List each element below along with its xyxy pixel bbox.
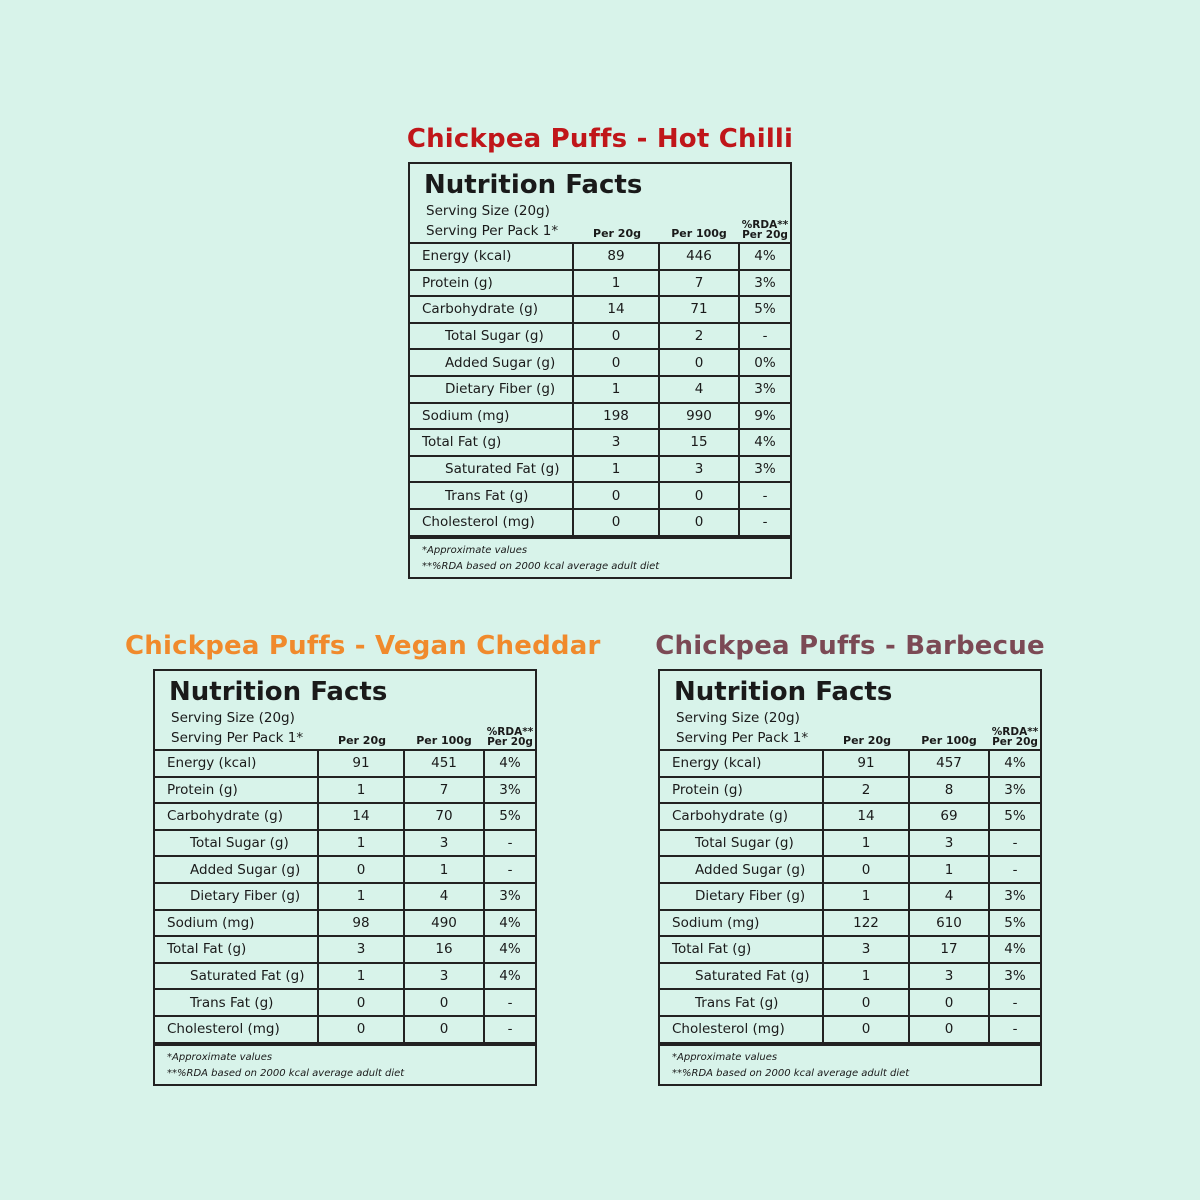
value-per-100g: 451 [404, 751, 484, 777]
nutrient-row [155, 1016, 535, 1043]
rda-header-line2: Per 20g [742, 229, 788, 241]
value-per-20g: 1 [318, 963, 404, 990]
value-rda: 5% [989, 910, 1040, 937]
nutrient-row [660, 910, 1040, 937]
nutrient-table [660, 751, 1040, 1044]
value-per-100g: 1 [404, 856, 484, 883]
value-per-100g: 3 [404, 830, 484, 857]
value-per-20g: 1 [318, 777, 404, 804]
serving-size: Serving Size (20g) [426, 203, 550, 219]
nutrient-name: Added Sugar (g) [660, 856, 823, 883]
nutrient-name: Total Fat (g) [660, 936, 823, 963]
serving-size: Serving Size (20g) [676, 710, 800, 726]
value-rda: 3% [739, 270, 790, 297]
nutrient-row [660, 936, 1040, 963]
product-title: Chickpea Puffs - Hot Chilli [406, 124, 794, 154]
nutrient-row [410, 296, 790, 323]
column-header-rda [988, 727, 1042, 747]
value-per-20g: 3 [823, 936, 909, 963]
value-per-100g: 1 [909, 856, 989, 883]
value-rda: 5% [989, 803, 1040, 830]
nutrient-name: Energy (kcal) [155, 751, 318, 777]
nutrient-row [660, 883, 1040, 910]
column-header-per-20g: Per 20g [593, 227, 641, 240]
nutrient-row [660, 803, 1040, 830]
footnotes [660, 1044, 1040, 1084]
nutrition-facts-label [153, 669, 537, 1086]
nutrient-name: Cholesterol (mg) [410, 509, 573, 536]
nutrient-name: Cholesterol (mg) [155, 1016, 318, 1043]
value-rda: - [989, 830, 1040, 857]
rda-header-line2: Per 20g [487, 736, 533, 748]
value-rda: 3% [484, 883, 535, 910]
footnotes [155, 1044, 535, 1084]
nutrient-name: Protein (g) [155, 777, 318, 804]
value-per-100g: 17 [909, 936, 989, 963]
nutrient-row [155, 803, 535, 830]
nutrient-name: Dietary Fiber (g) [155, 883, 318, 910]
nutrition-facts-heading: Nutrition Facts [169, 677, 388, 707]
value-rda: 3% [739, 456, 790, 483]
value-rda: 5% [484, 803, 535, 830]
value-per-100g: 70 [404, 803, 484, 830]
nutrient-name: Sodium (mg) [660, 910, 823, 937]
nutrient-row [660, 777, 1040, 804]
value-per-20g: 0 [573, 509, 659, 536]
product-barbecue [630, 631, 1070, 1086]
value-rda: 9% [739, 403, 790, 430]
value-per-20g: 0 [823, 1016, 909, 1043]
value-per-20g: 1 [823, 883, 909, 910]
value-per-20g: 98 [318, 910, 404, 937]
value-per-20g: 0 [573, 323, 659, 350]
value-rda: - [739, 509, 790, 536]
value-rda: - [484, 1016, 535, 1043]
value-rda: 3% [989, 777, 1040, 804]
rda-header-line1: %RDA** [741, 219, 789, 231]
nutrition-facts-label [408, 162, 792, 579]
value-rda: 5% [739, 296, 790, 323]
value-per-100g: 490 [404, 910, 484, 937]
label-header [155, 671, 535, 751]
value-rda: 3% [989, 883, 1040, 910]
value-per-20g: 91 [823, 751, 909, 777]
nutrient-name: Sodium (mg) [410, 403, 573, 430]
nutrient-row [410, 349, 790, 376]
value-per-100g: 71 [659, 296, 739, 323]
value-rda: 4% [989, 936, 1040, 963]
value-per-100g: 7 [659, 270, 739, 297]
column-header-per-100g: Per 100g [416, 734, 472, 747]
rda-header-line1: %RDA** [991, 726, 1039, 738]
value-rda: - [989, 856, 1040, 883]
nutrient-table [410, 244, 790, 537]
value-rda: - [989, 1016, 1040, 1043]
value-rda: 4% [484, 751, 535, 777]
product-hot-chilli [380, 124, 820, 579]
nutrient-row [410, 403, 790, 430]
column-header-rda [738, 220, 792, 240]
product-title: Chickpea Puffs - Vegan Cheddar [125, 631, 601, 661]
product-title: Chickpea Puffs - Barbecue [655, 631, 1045, 661]
nutrition-facts-heading: Nutrition Facts [674, 677, 893, 707]
value-per-20g: 0 [318, 1016, 404, 1043]
value-per-20g: 0 [318, 989, 404, 1016]
footnote-rda: **%RDA based on 2000 kcal average adult diet [672, 1067, 910, 1079]
value-rda: 4% [484, 963, 535, 990]
value-per-100g: 610 [909, 910, 989, 937]
nutrient-row [155, 751, 535, 777]
nutrient-name: Cholesterol (mg) [660, 1016, 823, 1043]
value-per-100g: 990 [659, 403, 739, 430]
value-per-20g: 122 [823, 910, 909, 937]
footnote-rda: **%RDA based on 2000 kcal average adult diet [167, 1067, 405, 1079]
value-per-20g: 1 [318, 883, 404, 910]
value-rda: 3% [989, 963, 1040, 990]
serving-size: Serving Size (20g) [171, 710, 295, 726]
value-per-20g: 3 [573, 429, 659, 456]
value-per-100g: 8 [909, 777, 989, 804]
value-per-100g: 0 [404, 1016, 484, 1043]
nutrient-row [660, 989, 1040, 1016]
nutrient-row [660, 751, 1040, 777]
nutrient-row [410, 456, 790, 483]
label-header [410, 164, 790, 244]
value-per-20g: 1 [823, 963, 909, 990]
nutrient-name: Dietary Fiber (g) [660, 883, 823, 910]
value-rda: - [989, 989, 1040, 1016]
product-vegan-cheddar [125, 631, 601, 1086]
value-per-20g: 198 [573, 403, 659, 430]
nutrient-name: Trans Fat (g) [155, 989, 318, 1016]
nutrient-row [410, 509, 790, 536]
nutrient-row [155, 777, 535, 804]
value-rda: - [484, 989, 535, 1016]
nutrient-name: Saturated Fat (g) [155, 963, 318, 990]
footnote-approximate: *Approximate values [422, 544, 528, 556]
column-header-per-20g: Per 20g [843, 734, 891, 747]
footnote-rda: **%RDA based on 2000 kcal average adult diet [422, 560, 660, 572]
footnote-approximate: *Approximate values [167, 1051, 273, 1063]
value-per-100g: 446 [659, 244, 739, 270]
value-rda: 4% [484, 936, 535, 963]
value-per-100g: 457 [909, 751, 989, 777]
rda-header-line1: %RDA** [486, 726, 534, 738]
nutrient-row [410, 376, 790, 403]
nutrient-name: Saturated Fat (g) [660, 963, 823, 990]
value-per-20g: 1 [573, 456, 659, 483]
nutrient-row [410, 244, 790, 270]
value-rda: - [484, 856, 535, 883]
value-per-20g: 1 [573, 376, 659, 403]
nutrient-name: Trans Fat (g) [410, 482, 573, 509]
nutrient-name: Total Sugar (g) [155, 830, 318, 857]
value-per-20g: 0 [318, 856, 404, 883]
nutrient-row [155, 883, 535, 910]
value-rda: - [739, 323, 790, 350]
value-rda: 4% [739, 244, 790, 270]
value-per-20g: 1 [823, 830, 909, 857]
value-rda: - [484, 830, 535, 857]
value-per-100g: 0 [659, 349, 739, 376]
value-per-100g: 7 [404, 777, 484, 804]
value-per-100g: 0 [659, 509, 739, 536]
column-header-per-100g: Per 100g [671, 227, 727, 240]
value-per-100g: 4 [909, 883, 989, 910]
value-per-20g: 0 [823, 856, 909, 883]
value-per-20g: 1 [318, 830, 404, 857]
value-per-100g: 3 [909, 830, 989, 857]
value-per-100g: 4 [404, 883, 484, 910]
nutrient-row [155, 910, 535, 937]
value-rda: 3% [739, 376, 790, 403]
column-header-rda [483, 727, 537, 747]
nutrient-name: Added Sugar (g) [410, 349, 573, 376]
footnotes [410, 537, 790, 577]
nutrient-row [155, 856, 535, 883]
nutrient-name: Carbohydrate (g) [155, 803, 318, 830]
value-per-20g: 91 [318, 751, 404, 777]
nutrient-name: Total Sugar (g) [410, 323, 573, 350]
value-rda: 4% [739, 429, 790, 456]
nutrient-name: Added Sugar (g) [155, 856, 318, 883]
serving-per-pack: Serving Per Pack 1* [426, 223, 559, 239]
nutrition-facts-heading: Nutrition Facts [424, 170, 643, 200]
nutrient-row [155, 963, 535, 990]
value-rda: 4% [989, 751, 1040, 777]
nutrient-name: Carbohydrate (g) [660, 803, 823, 830]
nutrient-row [660, 963, 1040, 990]
value-per-100g: 4 [659, 376, 739, 403]
value-rda: 0% [739, 349, 790, 376]
nutrient-row [660, 1016, 1040, 1043]
value-per-100g: 0 [659, 482, 739, 509]
serving-per-pack: Serving Per Pack 1* [676, 730, 809, 746]
nutrient-row [410, 429, 790, 456]
value-per-100g: 69 [909, 803, 989, 830]
nutrient-name: Carbohydrate (g) [410, 296, 573, 323]
column-header-per-20g: Per 20g [338, 734, 386, 747]
nutrient-name: Total Fat (g) [155, 936, 318, 963]
value-rda: 3% [484, 777, 535, 804]
nutrient-row [410, 323, 790, 350]
nutrient-row [155, 936, 535, 963]
value-per-100g: 15 [659, 429, 739, 456]
value-rda: - [739, 482, 790, 509]
nutrient-name: Energy (kcal) [410, 244, 573, 270]
nutrient-row [660, 830, 1040, 857]
value-per-100g: 16 [404, 936, 484, 963]
nutrient-name: Sodium (mg) [155, 910, 318, 937]
nutrient-name: Protein (g) [660, 777, 823, 804]
nutrient-name: Dietary Fiber (g) [410, 376, 573, 403]
nutrient-table [155, 751, 535, 1044]
value-per-100g: 3 [404, 963, 484, 990]
value-per-20g: 14 [573, 296, 659, 323]
value-per-20g: 89 [573, 244, 659, 270]
nutrient-name: Saturated Fat (g) [410, 456, 573, 483]
value-per-100g: 2 [659, 323, 739, 350]
value-per-20g: 1 [573, 270, 659, 297]
value-per-20g: 3 [318, 936, 404, 963]
nutrition-facts-label [658, 669, 1042, 1086]
nutrient-name: Trans Fat (g) [660, 989, 823, 1016]
value-per-100g: 0 [909, 1016, 989, 1043]
nutrient-row [660, 856, 1040, 883]
nutrient-row [410, 270, 790, 297]
nutrient-row [410, 482, 790, 509]
value-rda: 4% [484, 910, 535, 937]
value-per-20g: 0 [573, 349, 659, 376]
value-per-20g: 14 [823, 803, 909, 830]
footnote-approximate: *Approximate values [672, 1051, 778, 1063]
label-header [660, 671, 1040, 751]
value-per-20g: 14 [318, 803, 404, 830]
value-per-20g: 0 [823, 989, 909, 1016]
nutrient-row [155, 830, 535, 857]
nutrient-row [155, 989, 535, 1016]
rda-header-line2: Per 20g [992, 736, 1038, 748]
nutrient-name: Energy (kcal) [660, 751, 823, 777]
serving-per-pack: Serving Per Pack 1* [171, 730, 304, 746]
value-per-20g: 0 [573, 482, 659, 509]
nutrient-name: Protein (g) [410, 270, 573, 297]
value-per-100g: 0 [909, 989, 989, 1016]
value-per-20g: 2 [823, 777, 909, 804]
nutrient-name: Total Sugar (g) [660, 830, 823, 857]
column-header-per-100g: Per 100g [921, 734, 977, 747]
value-per-100g: 3 [909, 963, 989, 990]
value-per-100g: 3 [659, 456, 739, 483]
nutrient-name: Total Fat (g) [410, 429, 573, 456]
value-per-100g: 0 [404, 989, 484, 1016]
